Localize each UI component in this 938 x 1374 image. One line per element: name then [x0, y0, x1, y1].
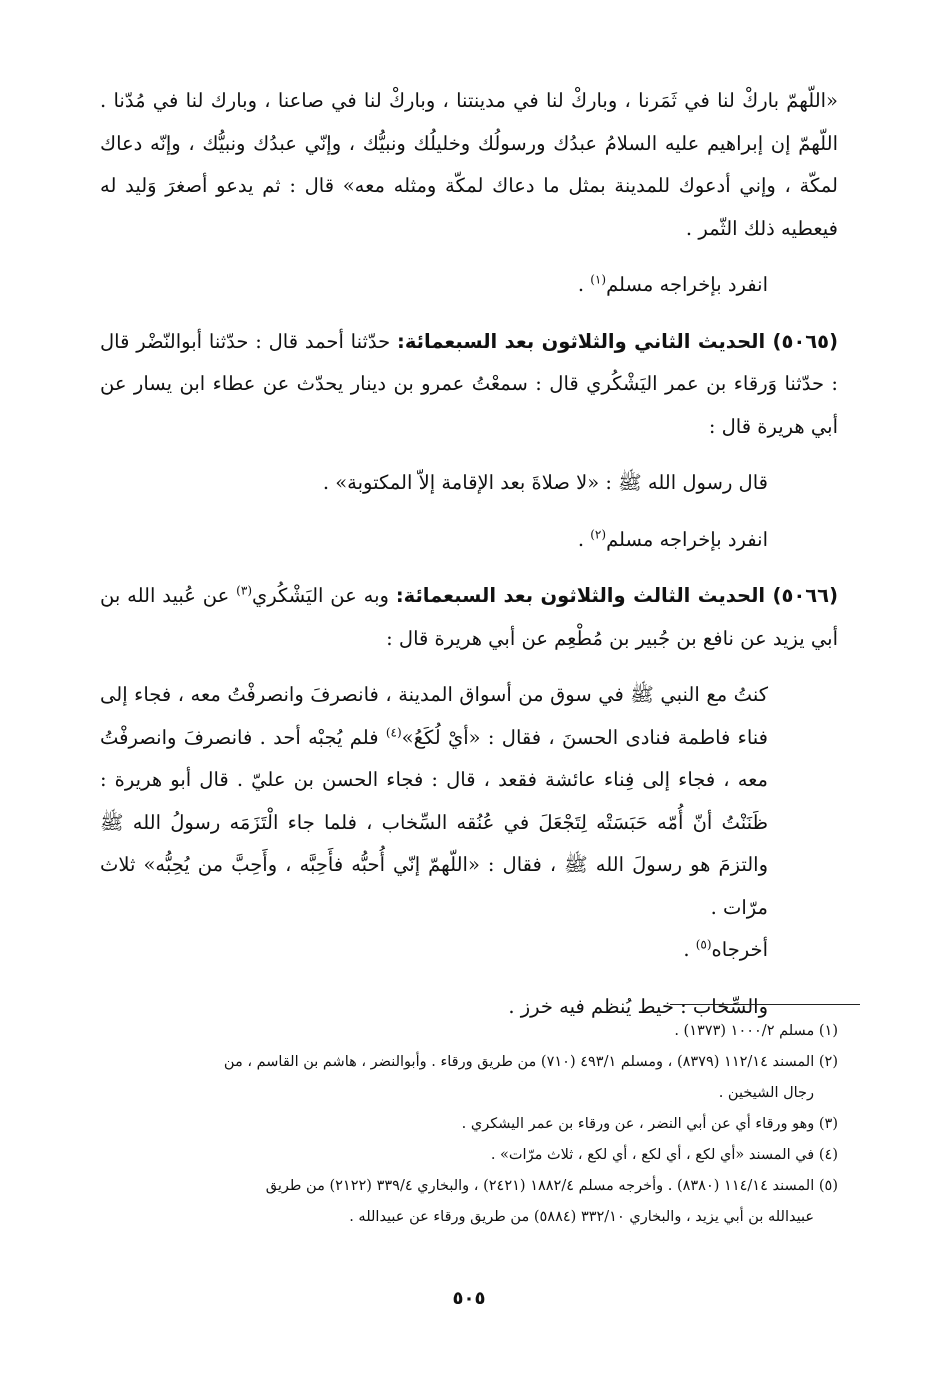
footnote-ref-2: (٢) [590, 527, 607, 541]
takhrij-text: انفرد بإخراجه مسلم [606, 273, 768, 296]
takhrij-line-1: انفرد بإخراجه مسلم$^{(١)}$ . [577, 272, 768, 296]
footnote-3: (٣) وهو ورقاء أي عن أبي النضر ، عن ورقاء بن عمر اليشكري . [461, 1116, 838, 1132]
footnote-ref-5: (٥) [695, 937, 712, 952]
footnote-2-continuation: رجال الشيخين . [718, 1085, 814, 1101]
hadith-5066-heading: (٥٠٦٦) الحديث الثالث والثلاثون بعد السبعمائة: [395, 584, 838, 607]
takhrij-line-2: انفرد بإخراجه مسلم$^{(٢)}$ . [577, 527, 768, 551]
footnote-ref-3: (٣) [236, 583, 252, 598]
hadith-5065-matn: قال رسول الله ﷺ : «لا صلاةَ بعد الإقامة إلاّ المكتوبة» . [322, 471, 768, 494]
page-number: ٥٠٥ [452, 1288, 486, 1309]
takhrij-line-3: أخرجاه$^{(٥)}$ . [683, 937, 768, 961]
footnote-1: (١) مسلم ١٠٠٠/٢ (١٣٧٣) . [674, 1023, 838, 1039]
footnote-4: (٤) في المسند «أي لكع ، أي لكع ، أي لكع ، ثلاث مرّات» . [490, 1147, 838, 1163]
gloss-line: والسِّخاب : خيط يُنظم فيه خرز . [508, 994, 768, 1018]
hadith-5066-matn: كنتُ مع النبي ﷺ في سوق من أسواق المدينة ، فانصرفَ وانصرفْتُ معه ، فجاء إلى فناء فاطمة فنادى الحسنَ ، فقال : «أيْ لُكَعُ»$^{(٤)}$ فلم يُجبْه أحد . فانصرفَ وانصرفْتُ معه ، فجاء إلى فِناء عائشة فقعد ، قال : فجاء الحسن بن عليّ . قال أبو هريرة : ظَنَنْتُ أنّ أُمّه حَبَسَتْه لِتَجْعَلَ في عُنُقه السِّخاب ، فلما جاء الْتَزَمَه رسولُ الله ﷺ والتزمَ هو رسولَ الله ﷺ ، فقال : «اللّهمّ إنّي أُحبُّه فأَحِبَّه ، وأَحِبَّ من يُحِبُّه» ثلاث مرّات . [100, 683, 768, 919]
footnote-ref-1: (١) [590, 272, 607, 287]
takhrij-text: أخرجاه [711, 938, 768, 961]
footnote-separator [670, 1004, 860, 1005]
footnote-2: (٢) المسند ١١٢/١٤ (٨٣٧٩) ، ومسلم ٤٩٣/١ (٧١٠) من طريق ورقاء . وأبوالنضر ، هاشم بن القاسم ، من [223, 1054, 838, 1070]
footnote-5: (٥) المسند ١١٤/١٤ (٨٣٨٠) . وأخرجه مسلم ١٨٨٢/٤ (٢٤٢١) ، والبخاري ٣٣٩/٤ (٢١٢٢) من طريق [265, 1178, 838, 1194]
takhrij-text: انفرد بإخراجه مسلم [606, 527, 768, 551]
hadith-5064-end-text: «اللّهمّ باركْ لنا في ثَمَرنا ، وباركْ لنا في مدينتنا ، وباركْ لنا في صاعنا ، وبارك لنا في مُدّنا . اللّهمّ إن إبراهيم عليه السلامُ عبدُك ورسولُك وخليلُك ونبيُّك ، وإنّي عبدُك ونبيُّك ، وإنّه دعاك لمكّة ، وإني أدعوك للمدينة بمثل ما دعاك لمكّة ومثله معه» قال : ثم يدعو أصغرَ وَليد له فيعطيه ذلك الثّمر . [100, 89, 838, 240]
hadith-5065-isnad: حدّثنا أحمد قال : حدّثنا أبوالنّضْر قال : حدّثنا وَرقاء بن عمر اليَشْكُري قال : سمعْتُ عمرو بن دينار يحدّث عن عطاء ابن يسار عن أبي هريرة قال : [100, 329, 838, 438]
hadith-5065-paragraph [100, 321, 838, 449]
footnotes [100, 1016, 838, 1233]
hadith-5066-isnad: وبه عن اليَشْكُري [252, 584, 396, 607]
footnote-ref-4: (٤) [385, 725, 402, 739]
main-text [100, 80, 838, 1028]
footnote-5-continuation: عبيدالله بن أبي يزيد ، والبخاري ٣٣٢/١٠ (٥٨٨٤) من طريق ورقاء عن عبيدالله . [349, 1209, 814, 1225]
hadith-5065-heading: (٥٠٦٥) الحديث الثاني والثلاثون بعد السبعمائة: [397, 329, 838, 353]
hadith-5066-paragraph: (٥٠٦٦) الحديث الثالث والثلاثون بعد السبعمائة: وبه عن اليَشْكُري$^{(٣)}$ عن عُبيد الله بن أبي يزيد عن نافع بن جُبير بن مُطْعِم عن أبي هريرة قال : [100, 583, 838, 650]
